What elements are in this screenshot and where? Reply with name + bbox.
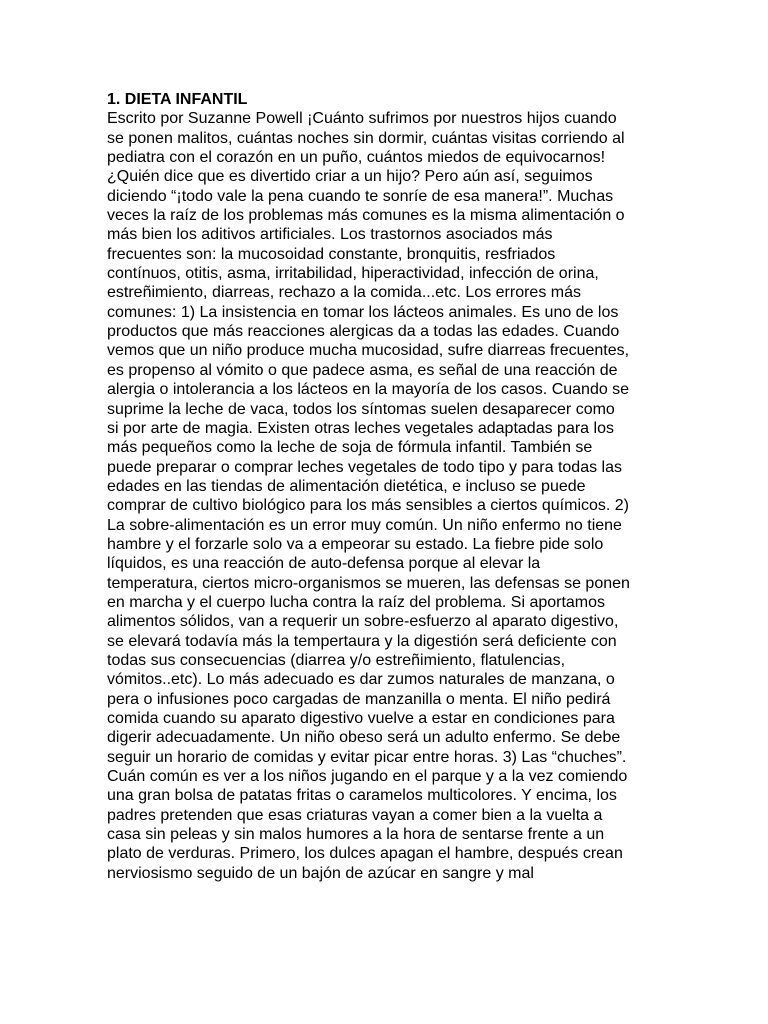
body-line: ¿Quién dice que es divertido criar a un hijo? Pero aún así, seguimos bbox=[107, 168, 593, 186]
body-line: puede preparar o comprar leches vegetales de todo tipo y para todas las bbox=[107, 458, 622, 476]
body-line: comprar de cultivo biológico para los más sensibles a ciertos químicos. 2) bbox=[107, 497, 630, 515]
body-line: contínuos, otitis, asma, irritabilidad, hiperactividad, infección de orina, bbox=[107, 265, 599, 283]
body-line: comida cuando su aparato digestivo vuelve a estar en condiciones para bbox=[107, 710, 615, 727]
body-line: una gran bolsa de patatas fritas o caramelos multicolores. Y encima, los bbox=[107, 787, 617, 805]
body-line: digerir adecuadamente. Un niño obeso será un adulto enfermo. Se debe bbox=[107, 729, 621, 747]
body-line: productos que más reacciones alergicas da a todas las edades. Cuando bbox=[107, 323, 620, 341]
body-line: más bien los aditivos artificiales. Los trastornos asociados más bbox=[107, 226, 553, 244]
body-line: pera o infusiones poco cargadas de manzanilla o menta. El niño pedirá bbox=[107, 690, 611, 708]
body-line: en marcha y el cuerpo lucha contra la raíz del problema. Si aportamos bbox=[107, 593, 606, 611]
document-heading: 1. DIETA INFANTIL bbox=[107, 91, 248, 108]
body-line: alergia o intolerancia a los lácteos en la mayoría de los casos. Cuando se bbox=[107, 381, 630, 399]
body-line: se ponen malitos, cuántas noches sin dormir, cuántas visitas corriendo al bbox=[107, 129, 625, 147]
body-line: pediatra con el corazón en un puño, cuántos miedos de equivocarnos! bbox=[107, 149, 606, 167]
body-line: Escrito por Suzanne Powell ¡Cuánto sufrimos por nuestros hijos cuando bbox=[107, 110, 617, 128]
body-line: temperatura, ciertos micro-organismos se mueren, las defensas se ponen bbox=[107, 574, 630, 592]
body-line: si por arte de magia. Existen otras leches vegetales adaptadas para los bbox=[107, 419, 614, 437]
body-line: La sobre-alimentación es un error muy común. Un niño enfermo no tiene bbox=[107, 516, 622, 534]
body-line: casa sin peleas y sin malos humores a la hora de sentarse frente a un bbox=[107, 826, 605, 844]
body-line: padres pretenden que esas criaturas vayan a comer bien a la vuelta a bbox=[107, 806, 603, 824]
body-line: líquidos, es una reacción de auto-defensa porque al elevar la bbox=[107, 555, 541, 573]
body-line: diciendo “¡todo vale la pena cuando te sonríe de esa manera!”. Muchas bbox=[107, 187, 614, 205]
body-line: vemos que un niño produce mucha mucosidad, sufre diarreas frecuentes, bbox=[107, 342, 630, 360]
body-line: plato de verduras. Primero, los dulces apagan el hambre, después crean bbox=[107, 845, 623, 863]
body-line: estreñimiento, diarreas, rechazo a la comida...etc. Los errores más bbox=[107, 284, 581, 302]
body-line: vómitos..etc). Lo más adecuado es dar zumos naturales de manzana, o bbox=[107, 671, 615, 689]
body-line: veces la raíz de los problemas más comunes es la misma alimentación o bbox=[107, 207, 625, 225]
body-line: hambre y el forzarle solo va a empeorar su estado. La fiebre pide solo bbox=[107, 535, 604, 553]
body-line: comunes: 1) La insistencia en tomar los lácteos animales. Es uno de los bbox=[107, 303, 619, 321]
body-line: Cuán común es ver a los niños jugando en el parque y a la vez comiendo bbox=[107, 768, 628, 786]
body-line: más pequeños como la leche de soja de fórmula infantil. También se bbox=[107, 439, 593, 457]
body-line: edades en las tiendas de alimentación dietética, e incluso se puede bbox=[107, 477, 586, 495]
body-line: se elevará todavía más la tempertaura y la digestión será deficiente con bbox=[107, 632, 617, 650]
document-body bbox=[107, 90, 707, 883]
body-line: nerviosismo seguido de un bajón de azúcar en sangre y mal bbox=[107, 864, 534, 882]
body-line: todas sus consecuencias (diarrea y/o estreñimiento, flatulencias, bbox=[107, 651, 566, 669]
body-line: suprime la leche de vaca, todos los síntomas suelen desaparecer como bbox=[107, 400, 615, 418]
body-line: frecuentes son: la mucosoidad constante, bronquitis, resfriados bbox=[107, 245, 556, 263]
body-line: seguir un horario de comidas y evitar picar entre horas. 3) Las “chuches”. bbox=[107, 748, 627, 766]
body-line: alimentos sólidos, van a requerir un sobre-esfuerzo al aparato digestivo, bbox=[107, 613, 619, 631]
body-line: es propenso al vómito o que padece asma, es señal de una reacción de bbox=[107, 361, 618, 379]
